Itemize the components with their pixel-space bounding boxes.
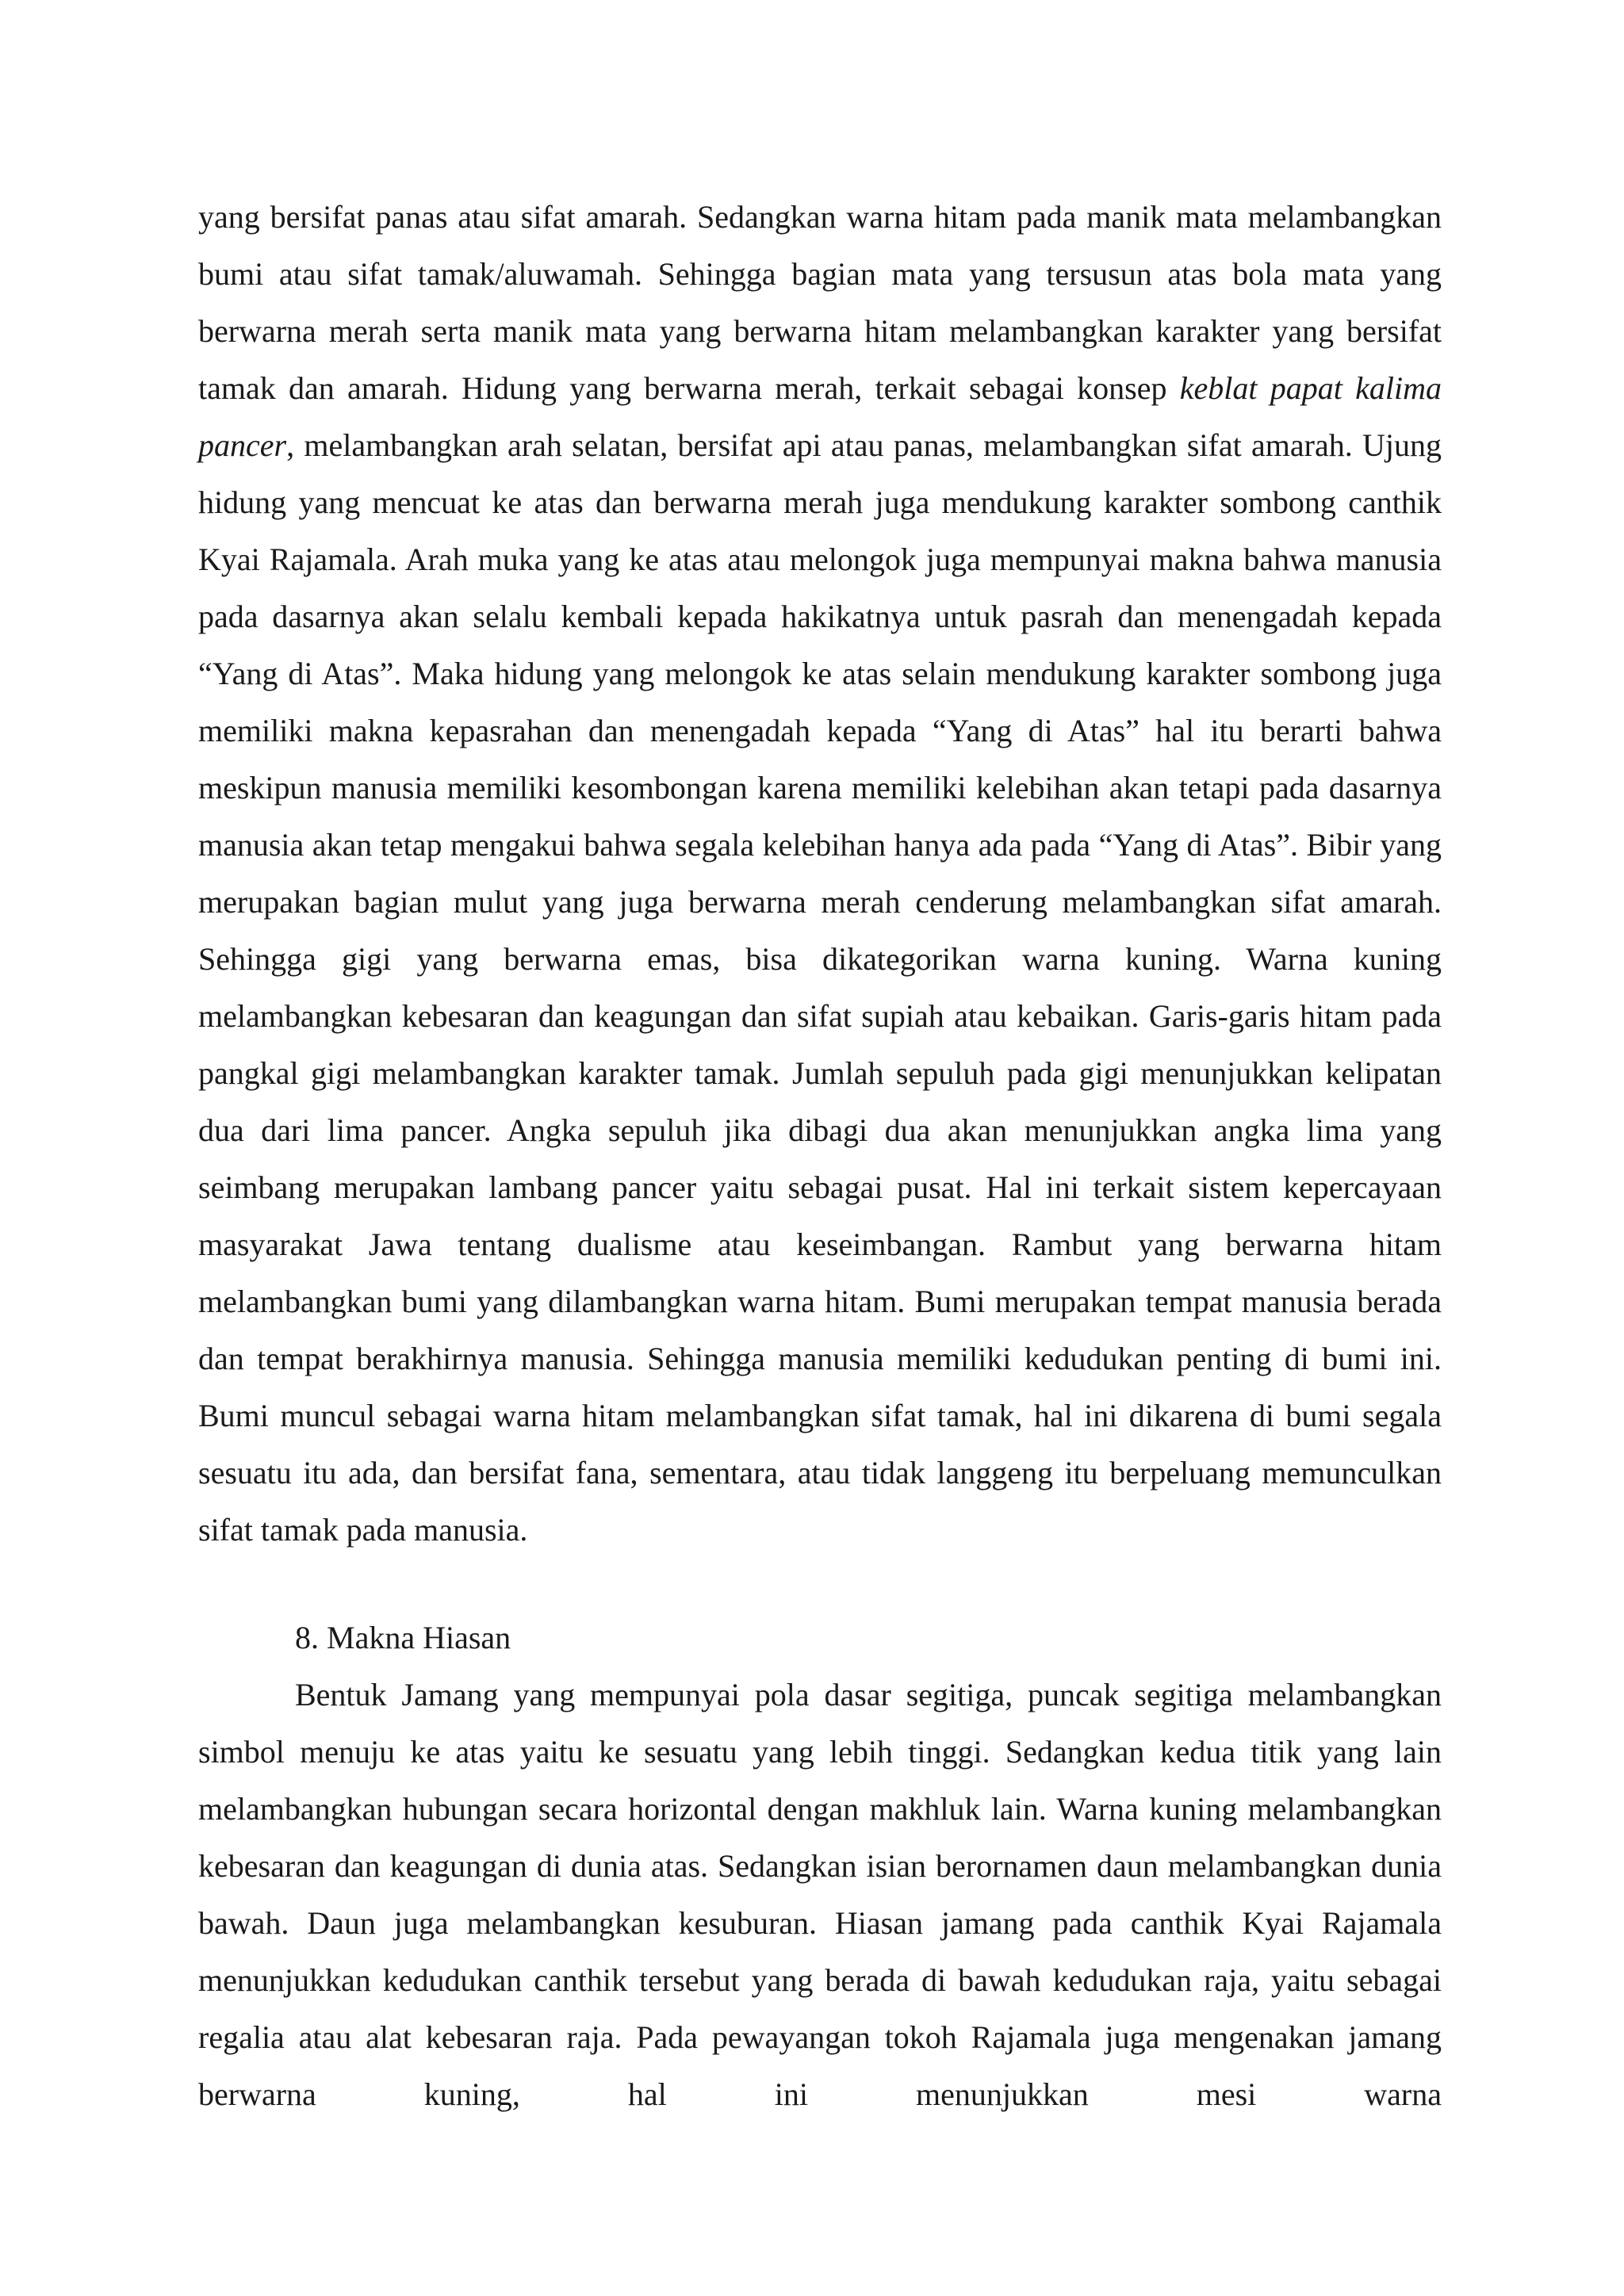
italic-term: keblat papat kalima pancer bbox=[198, 370, 1442, 463]
paragraph-text-part-1: yang bersifat panas atau sifat amarah. Sedangkan warna hitam pada manik mata melambangkan bumi atau sifat tamak/aluwamah. Sehingga bagian mata yang tersusun atas bola mata yang berwarna merah serta manik mata yang berwarna hitam melambangkan karakter yang bersifat tamak dan amarah. Hidung yang berwarna merah, terkait sebagai konsep bbox=[198, 199, 1442, 406]
paragraph-text: Bentuk Jamang yang mempunyai pola dasar segitiga, puncak segitiga melambangkan simbol menuju ke atas yaitu ke sesuatu yang lebih tinggi. Sedangkan kedua titik yang lain melambangkan hubungan secara horizontal dengan makhluk lain. Warna kuning melambangkan kebesaran dan keagungan di dunia atas. Sedangkan isian berornamen daun melambangkan dunia bawah. Daun juga melambangkan kesuburan. Hiasan jamang pada canthik Kyai Rajamala menunjukkan kedudukan canthik tersebut yang berada di bawah kedudukan raja, yaitu sebagai regalia atau alat kebesaran raja. Pada pewayangan tokoh Rajamala juga mengenakan jamang berwarna kuning, hal ini menunjukkan mesi warna bbox=[198, 1677, 1442, 2112]
paragraph-text bbox=[198, 189, 1442, 1559]
paragraph-text-part-2: , melambangkan arah selatan, bersifat api atau panas, melambangkan sifat amarah. Ujung hidung yang mencuat ke atas dan berwarna merah juga mendukung karakter sombong canthik Kyai Rajamala. Arah muka yang ke atas atau melongok juga mempunyai makna bahwa manusia pada dasarnya akan selalu kembali kepada hakikatnya untuk pasrah dan menengadah kepada “Yang di Atas”. Maka hidung yang melongok ke atas selain mendukung karakter sombong juga memiliki makna kepasrahan dan menengadah kepada “Yang di Atas” hal itu berarti bahwa meskipun manusia memiliki kesombongan karena memiliki kelebihan akan tetapi pada dasarnya manusia akan tetap mengakui bahwa segala kelebihan hanya ada pada “Yang di Atas”. Bibir yang merupakan bagian mulut yang juga berwarna merah cenderung melambangkan sifat amarah. Sehingga gigi yang berwarna emas, bisa dikategorikan warna kuning. Warna kuning melambangkan kebesaran dan keagungan dan sifat supiah atau kebaikan. Garis-garis hitam pada pangkal gigi melambangkan karakter tamak. Jumlah sepuluh pada gigi menunjukkan kelipatan dua dari lima pancer. Angka sepuluh jika dibagi dua akan menunjukkan angka lima yang seimbang merupakan lambang pancer yaitu sebagai pusat. Hal ini terkait sistem kepercayaan masyarakat Jawa tentang dualisme atau keseimbangan. Rambut yang berwarna hitam melambangkan bumi yang dilambangkan warna hitam. Bumi merupakan tempat manusia berada dan tempat berakhirnya manusia. Sehingga manusia memiliki kedudukan penting di bumi ini. Bumi muncul sebagai warna hitam melambangkan sifat tamak, hal ini dikarena di bumi segala sesuatu itu ada, dan bersifat fana, sementara, atau tidak langgeng itu berpeluang memunculkan sifat tamak pada manusia. bbox=[198, 427, 1442, 1548]
body-paragraph-2 bbox=[198, 1667, 1442, 2180]
body-paragraph-1 bbox=[198, 189, 1442, 1559]
section-heading: 8. Makna Hiasan bbox=[295, 1620, 511, 1655]
